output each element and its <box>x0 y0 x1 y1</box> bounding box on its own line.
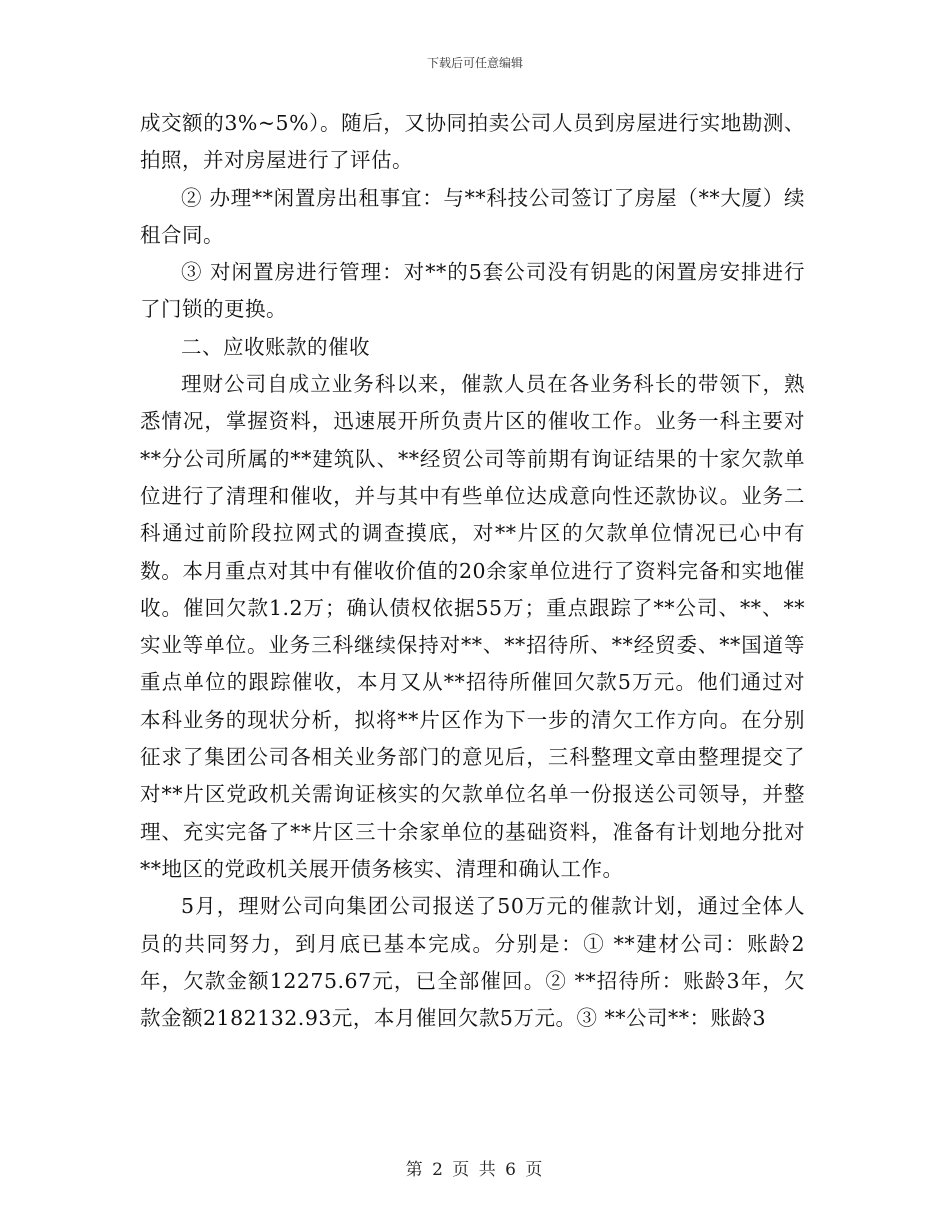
paragraph-6: 5月，理财公司向集团公司报送了50万元的催款计划，通过全体人员的共同努力，到月底已基本完成。分别是：① **建材公司：账龄2年，欠款金额12275.67元，已全部催回。② **招待所：账龄3年，欠款金额2182132.93元，本月催回欠款5万元。③ **公司**：账龄3 <box>140 894 805 1031</box>
paragraph-3: ③ 对闲置房进行管理：对**的5套公司没有钥匙的闲置房安排进行了门锁的更换。 <box>140 260 805 322</box>
document-body <box>140 105 805 1037</box>
paragraph-2: ② 办理**闲置房出租事宜：与**科技公司签订了房屋（**大厦）续租合同。 <box>140 185 805 247</box>
page-footer: 第 2 页 共 6 页 <box>405 1160 545 1180</box>
page-header: 下载后可任意编辑 <box>426 56 523 70</box>
paragraph-1: 成交额的3%~5%）。随后，又协同拍卖公司人员到房屋进行实地勘测、拍照，并对房屋进行了评估。 <box>140 111 805 173</box>
section-heading: 二、应收账款的催收 <box>181 334 370 359</box>
paragraph-5: 理财公司自成立业务科以来，催款人员在各业务科长的带领下，熟悉情况，掌握资料，迅速展开所负责片区的催收工作。业务一科主要对**分公司所属的**建筑队、**经贸公司等前期有询证结果的十家欠款单位进行了清理和催收，并与其中有些单位达成意向性还款协议。业务二科通过前阶段拉网式的调查摸底，对**片区的欠款单位情况已心中有数。本月重点对其中有催收价值的20余家单位进行了资料完备和实地催收。催回欠款1.2万；确认债权依据55万；重点跟踪了**公司、**、**实业等单位。业务三科继续保持对**、**招待所、**经贸委、**国道等重点单位的跟踪催收，本月又从**招待所催回欠款5万元。他们通过对本科业务的现状分析，拟将**片区作为下一步的清欠工作方向。在分别征求了集团公司各相关业务部门的意见后，三科整理文章由整理提交了对**片区党政机关需询证核实的欠款单位名单一份报送公司领导，并整理、充实完备了**片区三十余家单位的基础资料，准备有计划地分批对**地区的党政机关展开债务核实、清理和确认工作。 <box>140 372 805 881</box>
